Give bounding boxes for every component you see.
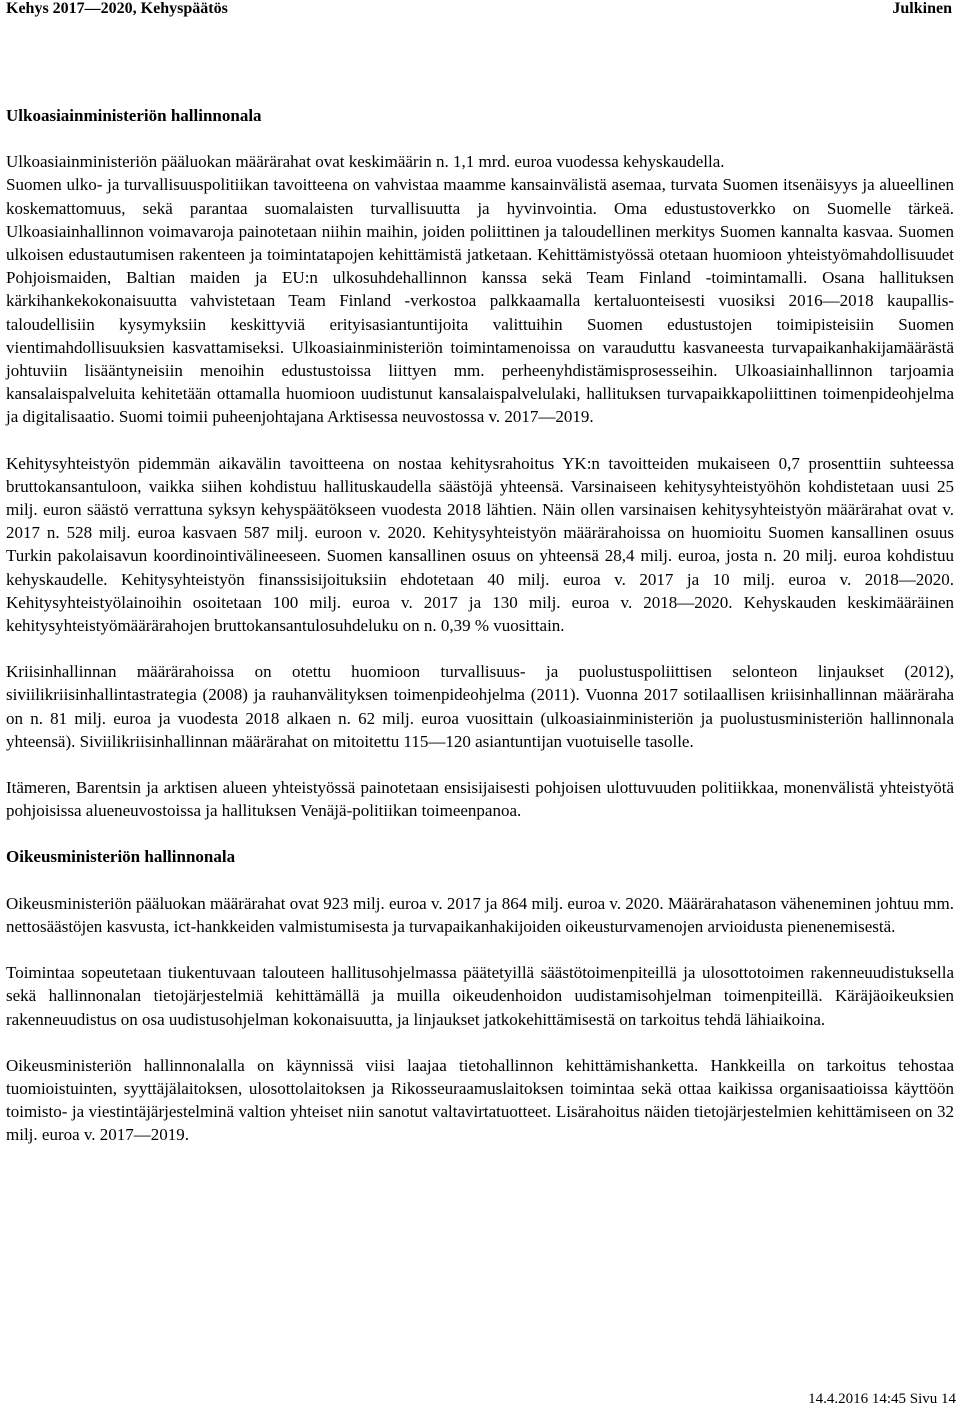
paragraph-crisis-management: Kriisinhallinnan määrärahoissa on otettu huomioon turvallisuus- ja puolustuspoliittisen selonteon linjaukset (2012), siviilikriisinhallintastrategia (2008) ja rauhanvälityksen toimenpideohjelma (2011). Vuonna 2017 sotilaallisen kriisinhallinnan määräraha on n. 81 milj. euroa ja vuodesta 2018 alkaen n. 62 milj. euroa vuosittain (ulkoasiainministeriön ja puolustusministeriön hallinnonala yhteensä). Siviilikriisinhallinnan määrärahat on mitoitettu 115—120 asiantuntijan vuotuiselle tasolle. [6, 662, 954, 751]
paragraph-regional-cooperation: Itämeren, Barentsin ja arktisen alueen yhteistyössä painotetaan ensisijaisesti pohjoisen ulottuvuuden politiikkaa, monenvälistä yhteistyötä pohjoisissa alueneuvostoissa ja hallituksen Venäjä-politiikan toimeenpanoa. [6, 778, 954, 821]
section-heading-ulkoasiain: Ulkoasiainministeriön hallinnonala [6, 106, 262, 125]
paragraph-ulkoasiain-policy: Suomen ulko- ja turvallisuuspolitiikan tavoitteena on vahvistaa maamme kansainvälistä asemaa, turvata Suomen itsenäisyys ja alueellinen koskemattomuus, sekä parantaa suomalaisten turvallisuutta ja hyvinvointia. Oma edustustoverkko on Suomelle tärkeä. Ulkoasiainhallinnon voimavaroja painotetaan niihin maihin, joiden poliittinen ja taloudellinen merkitys Suomen kannalta kasvaa. Suomen ulkoisen edustautumisen rakenteen ja toimintatapojen kehittämistä jatketaan. Kehittämistyössä otetaan huomioon yhteistyömahdollisuudet Pohjoismaiden, Baltian maiden ja EU:n ulkosuhdehallinnon kanssa sekä Team Finland -toimintamalli. Osana hallituksen kärkihankekokonaisuutta vahvistetaan Team Finland -verkostoa palkkaamalla kertaluonteisesti vuosiksi 2016—2018 kaupallis-taloudellisiin kysymyksiin keskittyviä erityisasiantuntijoita valittuihin Suomen edustustojen toimipisteisiin Suomen vientimahdollisuuksien kasvattamiseksi. Ulkoasiainministeriön toimintamenoissa on varauduttu kasvaneesta turvapaikanhakijamäärästä johtuviin lisääntyneisiin menoihin edustustoissa liittyen mm. perheenyhdistämisprosesseihin. Ulkoasiainhallinnon tarjoamia kansalaispalveluita kehitetään ottamalla huomioon uudistunut kansalaispalvelulaki, hallituksen turvapaikkapoliittinen toimenpideohjelma ja digitalisaatio. Suomi toimii puheenjohtajana Arktisessa neuvostossa v. 2017—2019. [6, 175, 954, 427]
footer-datetime: 14.4.2016 14:45 [808, 1391, 906, 1407]
paragraph-development-cooperation: Kehitysyhteistyön pidemmän aikavälin tavoitteena on nostaa kehitysrahoitus YK:n tavoitteiden mukaiseen 0,7 prosenttiin suhteessa bruttokansantuloon, vaikka siihen kohdistuu hallituskaudella säästöjä yhteensä. Varsinaiseen kehitysyhteistyöhön kohdistetaan uusi 25 milj. euron säästö verrattuna syksyn kehyspäätökseen vuodesta 2018 lähtien. Näin ollen varsinaisen kehitysyhteistyön määrärahat ovat v. 2017 n. 528 milj. euroa kasvaen 587 milj. euroon v. 2020. Kehitysyhteistyön määrärahoissa on huomioitu Suomen kansallinen osuus Turkin pakolaisavun koordinointivälineeseen. Suomen kansallinen osuus on yhteensä 28,4 milj. euroa, josta n. 20 milj. euroa kohdistuu kehyskaudelle. Kehitysyhteistyön finanssisijoituksiin ehdotetaan 40 milj. euroa v. 2017 ja 10 milj. euroa v. 2018—2020. Kehitysyhteistyölainoihin osoitetaan 100 milj. euroa v. 2017 ja 130 milj. euroa v. 2018—2020. Kehyskauden keskimääräinen kehitysyhteistyömäärärahojen bruttokansantulosuhdeluku on n. 0,39 % vuosittain. [6, 453, 954, 636]
page-header [6, 0, 952, 20]
paragraph-oikeus-savings: Toimintaa sopeutetaan tiukentuvaan talouteen hallitusohjelmassa päätetyillä säästötoimenpiteillä ja ulosottotoimen rakenneuudistuksella sekä hallinnonalan tietojärjestelmiä kehittämällä ja muilla oikeudenhoidon uudistamisohjelman toimenpiteillä. Käräjäoikeuksien rakenneuudistus on osa uudistusohjelman kokonaisuutta, ja linjaukset jatkokehittämisestä on tarkoitus tehdä lähiaikoina. [6, 963, 954, 1029]
paragraph-ulkoasiain-budget: Ulkoasiainministeriön pääluokan määrärahat ovat keskimäärin n. 1,1 mrd. euroa vuodessa kehyskaudella. [6, 152, 725, 172]
classification-label: Julkinen [892, 0, 952, 17]
header-title: Kehys 2017—2020, Kehyspäätös [6, 0, 228, 17]
paragraph-oikeus-budget: Oikeusministeriön pääluokan määrärahat ovat 923 milj. euroa v. 2017 ja 864 milj. euroa v. 2020. Määrärahatason väheneminen johtuu mm. nettosäästöjen kasvusta, ict-hankkeiden valmistumisesta ja turvapaikanhakijoiden oikeusturvamenojen arvioidusta pienenemisestä. [6, 893, 954, 936]
paragraph-oikeus-it-projects: Oikeusministeriön hallinnonalalla on käynnissä viisi laajaa tietohallinnon kehittämishanketta. Hankkeilla on tarkoitus tehostaa tuomioistuinten, syyttäjälaitoksen, ulosottolaitoksen ja Rikosseuraamuslaitoksen toimintaa sekä ottaa kaikissa organisaatioissa käyttöön toimisto- ja viestintäjärjestelminä valtion yhteiset niin sanotut valtavirtatuotteet. Lisärahoitus näiden tietojärjestelmien kehittämiseen on 32 milj. euroa v. 2017—2019. [6, 1055, 954, 1145]
document-body [6, 104, 954, 1147]
section-heading-oikeus: Oikeusministeriön hallinnonala [6, 847, 236, 867]
page-number: Sivu 14 [909, 1391, 956, 1407]
page-footer [808, 1390, 956, 1408]
